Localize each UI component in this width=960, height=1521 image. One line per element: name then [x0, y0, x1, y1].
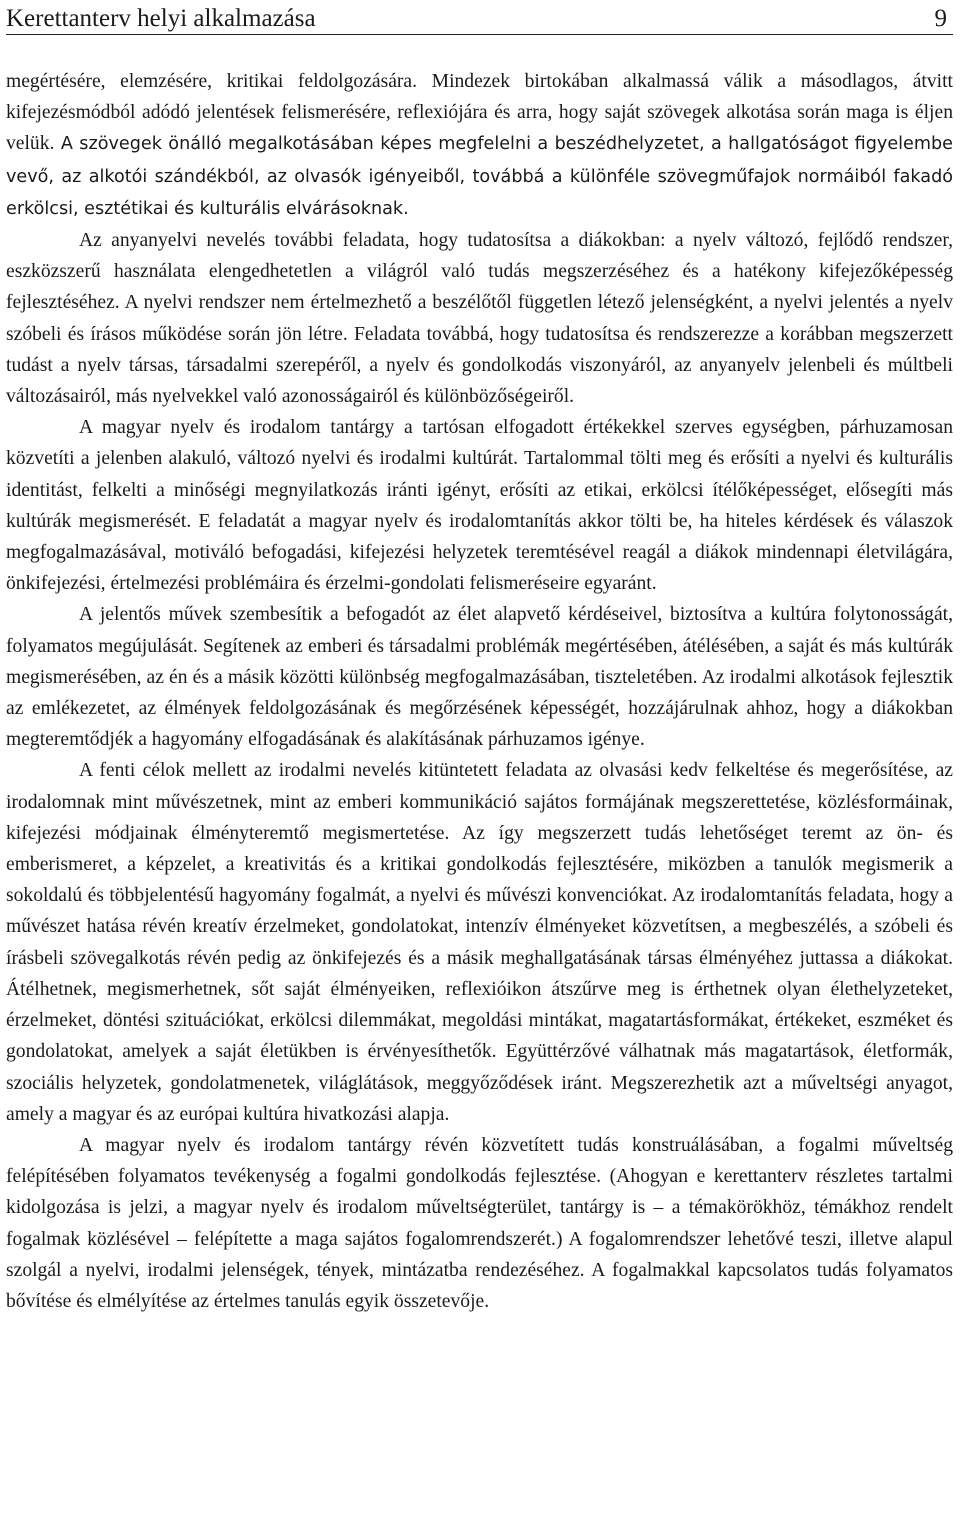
paragraph-5: A fenti célok mellett az irodalmi nevelés kitüntetett feladata az olvasási kedv felkeltése és megerősítése, az irodalomnak mint művészetnek, mint az emberi kommunikáció sajátos formájának megszerettetése, közlésformáinak, kifejezési módjainak élményteremtő megismertetése. Az így megszerzett tudás lehetőséget teremt az ön- és emberismeret, a képzelet, a kreativitás és a kritikai gondolkodás fejlesztésére, miközben a tanulók megismerik a sokoldalú és többjelentésű hagyomány fogalmát, a nyelvi és művészi konvenciókat. Az irodalomtanítás feladata, hogy a művészet hatása révén kreatív érzelmeket, gondolatokat, intenzív élményeket közvetítsen, a megbeszélés, a szóbeli és írásbeli szövegalkotás révén pedig az önkifejezés és a másik meghallgatásának társas élményéhez juttassa a diákokat. Átélhetnek, megismerhetnek, sőt saját élményeiken, reflexióikon átszűrve meg is érthetnek olyan élethelyzeteket, érzelmeket, döntési szituációkat, erkölcsi dilemmákat, megoldási mintákat, magatartásformákat, értékeket, eszméket és gondolatokat, amelyek a saját életükben is érvényesíthetők. Együttérzővé válhatnak más magatartások, életformák, szociális helyzetek, gondolatmenetek, világlátások, meggyőződések iránt. Megszerezhetik azt a műveltségi anyagot, amely a magyar és az európai kultúra hivatkozási alapja. [6, 760, 953, 1125]
paragraph-4: A jelentős művek szembesítik a befogadót az élet alapvető kérdéseivel, biztosítva a kultúra folytonosságát, folyamatos megújulását. Segítenek az emberi és társadalmi problémák megértésében, átélésében, a saját és más kultúrák megismerésében, az én és a másik közötti különbség megfogalmazásában, tiszteletében. Az irodalmi alkotások fejlesztik az emlékezetet, az élmények feldolgozásának és megőrzésének képességét, hozzájárulnak ahhoz, hogy a diákokban megteremtődjék a hagyomány elfogadásának és alakításának párhuzamos igénye. [6, 604, 953, 751]
page-number: 9 [934, 5, 947, 32]
running-header [6, 0, 953, 34]
paragraph-1 [6, 66, 953, 225]
paragraph-1-part-1: megértésére, elemzésére, kritikai feldolgozására. Mindezek birtokában alkalmassá válik a másodlagos, átvitt kifejezésmódból adódó jelentések felismerésére, reflexiójára és arra, hogy saját szövegek alkotása során maga is éljen velük. [6, 71, 953, 155]
paragraph-6: A magyar nyelv és irodalom tantárgy révén közvetített tudás konstruálásában, a fogalmi műveltség felépítésében folyamatos tevékenység a fogalmi gondolkodás fejlesztése. (Ahogyan e kerettanterv részletes tartalmi kidolgozása is jelzi, a magyar nyelv és irodalom műveltségterület, tantárgy is – a témakörökhöz, témákhoz rendelt fogalmak közlésével – felépítette a maga sajátos fogalomrendszerét.) A fogalomrendszer lehetővé teszi, illetve alapul szolgál a nyelvi, irodalmi jelenségek, tények, mintázatba rendezéséhez. A fogalmakkal kapcsolatos tudás folyamatos bővítése és elmélyítése az értelmes tanulás egyik összetevője. [6, 1134, 953, 1312]
paragraph-3: A magyar nyelv és irodalom tantárgy a tartósan elfogadott értékekkel szerves egységben, párhuzamosan közvetíti a jelenben alakuló, változó nyelvi és irodalmi kultúrát. Tartalommal tölti meg és erősíti a nyelvi és kulturális identitást, felkelti a minőségi megnyilatkozás iránti igényt, erősíti az etikai, erkölcsi ítélőképességet, elősegíti más kultúrák megismerését. E feladatát a magyar nyelv és irodalomtanítás akkor tölti be, ha hiteles kérdések és válaszok megfogalmazásával, motiváló befogadási, kifejezési helyzetek teremtésével reagál a diákok mindennapi életvilágára, önkifejezési, értelmezési problémáira és érzelmi-gondolati felismeréseire egyaránt. [6, 417, 953, 595]
body-text [6, 66, 953, 1317]
header-rule [6, 34, 953, 35]
header-title: Kerettanterv helyi alkalmazása [6, 5, 316, 32]
paragraph-2: Az anyanyelvi nevelés további feladata, hogy tudatosítsa a diákokban: a nyelv változó, fejlődő rendszer, eszközszerű használata elengedhetetlen a világról való tudás megszerzéséhez és a hatékony kifejezőképesség fejlesztéséhez. A nyelvi rendszer nem értelmezhető a beszélőtől független létező jelenségként, a nyelvi jelentés a nyelv szóbeli és írásos működése során jön létre. Feladata továbbá, hogy tudatosítsa és rendszerezze a korábban megszerzett tudást a nyelv társas, társadalmi szerepéről, a nyelv és gondolkodás viszonyáról, az anyanyelv jelenbeli és múltbeli változásairól, más nyelvekkel való azonosságairól és különbözőségeiről. [6, 230, 953, 408]
paragraph-1-part-2: A szövegek önálló megalkotásában képes megfelelni a beszédhelyzetet, a hallgatóságot figyelembe vevő, az alkotói szándékból, az olvasók igényeiből, továbbá a különféle szövegműfajok normáiból fakadó erkölcsi, esztétikai és kulturális elvárásoknak. [6, 134, 953, 219]
